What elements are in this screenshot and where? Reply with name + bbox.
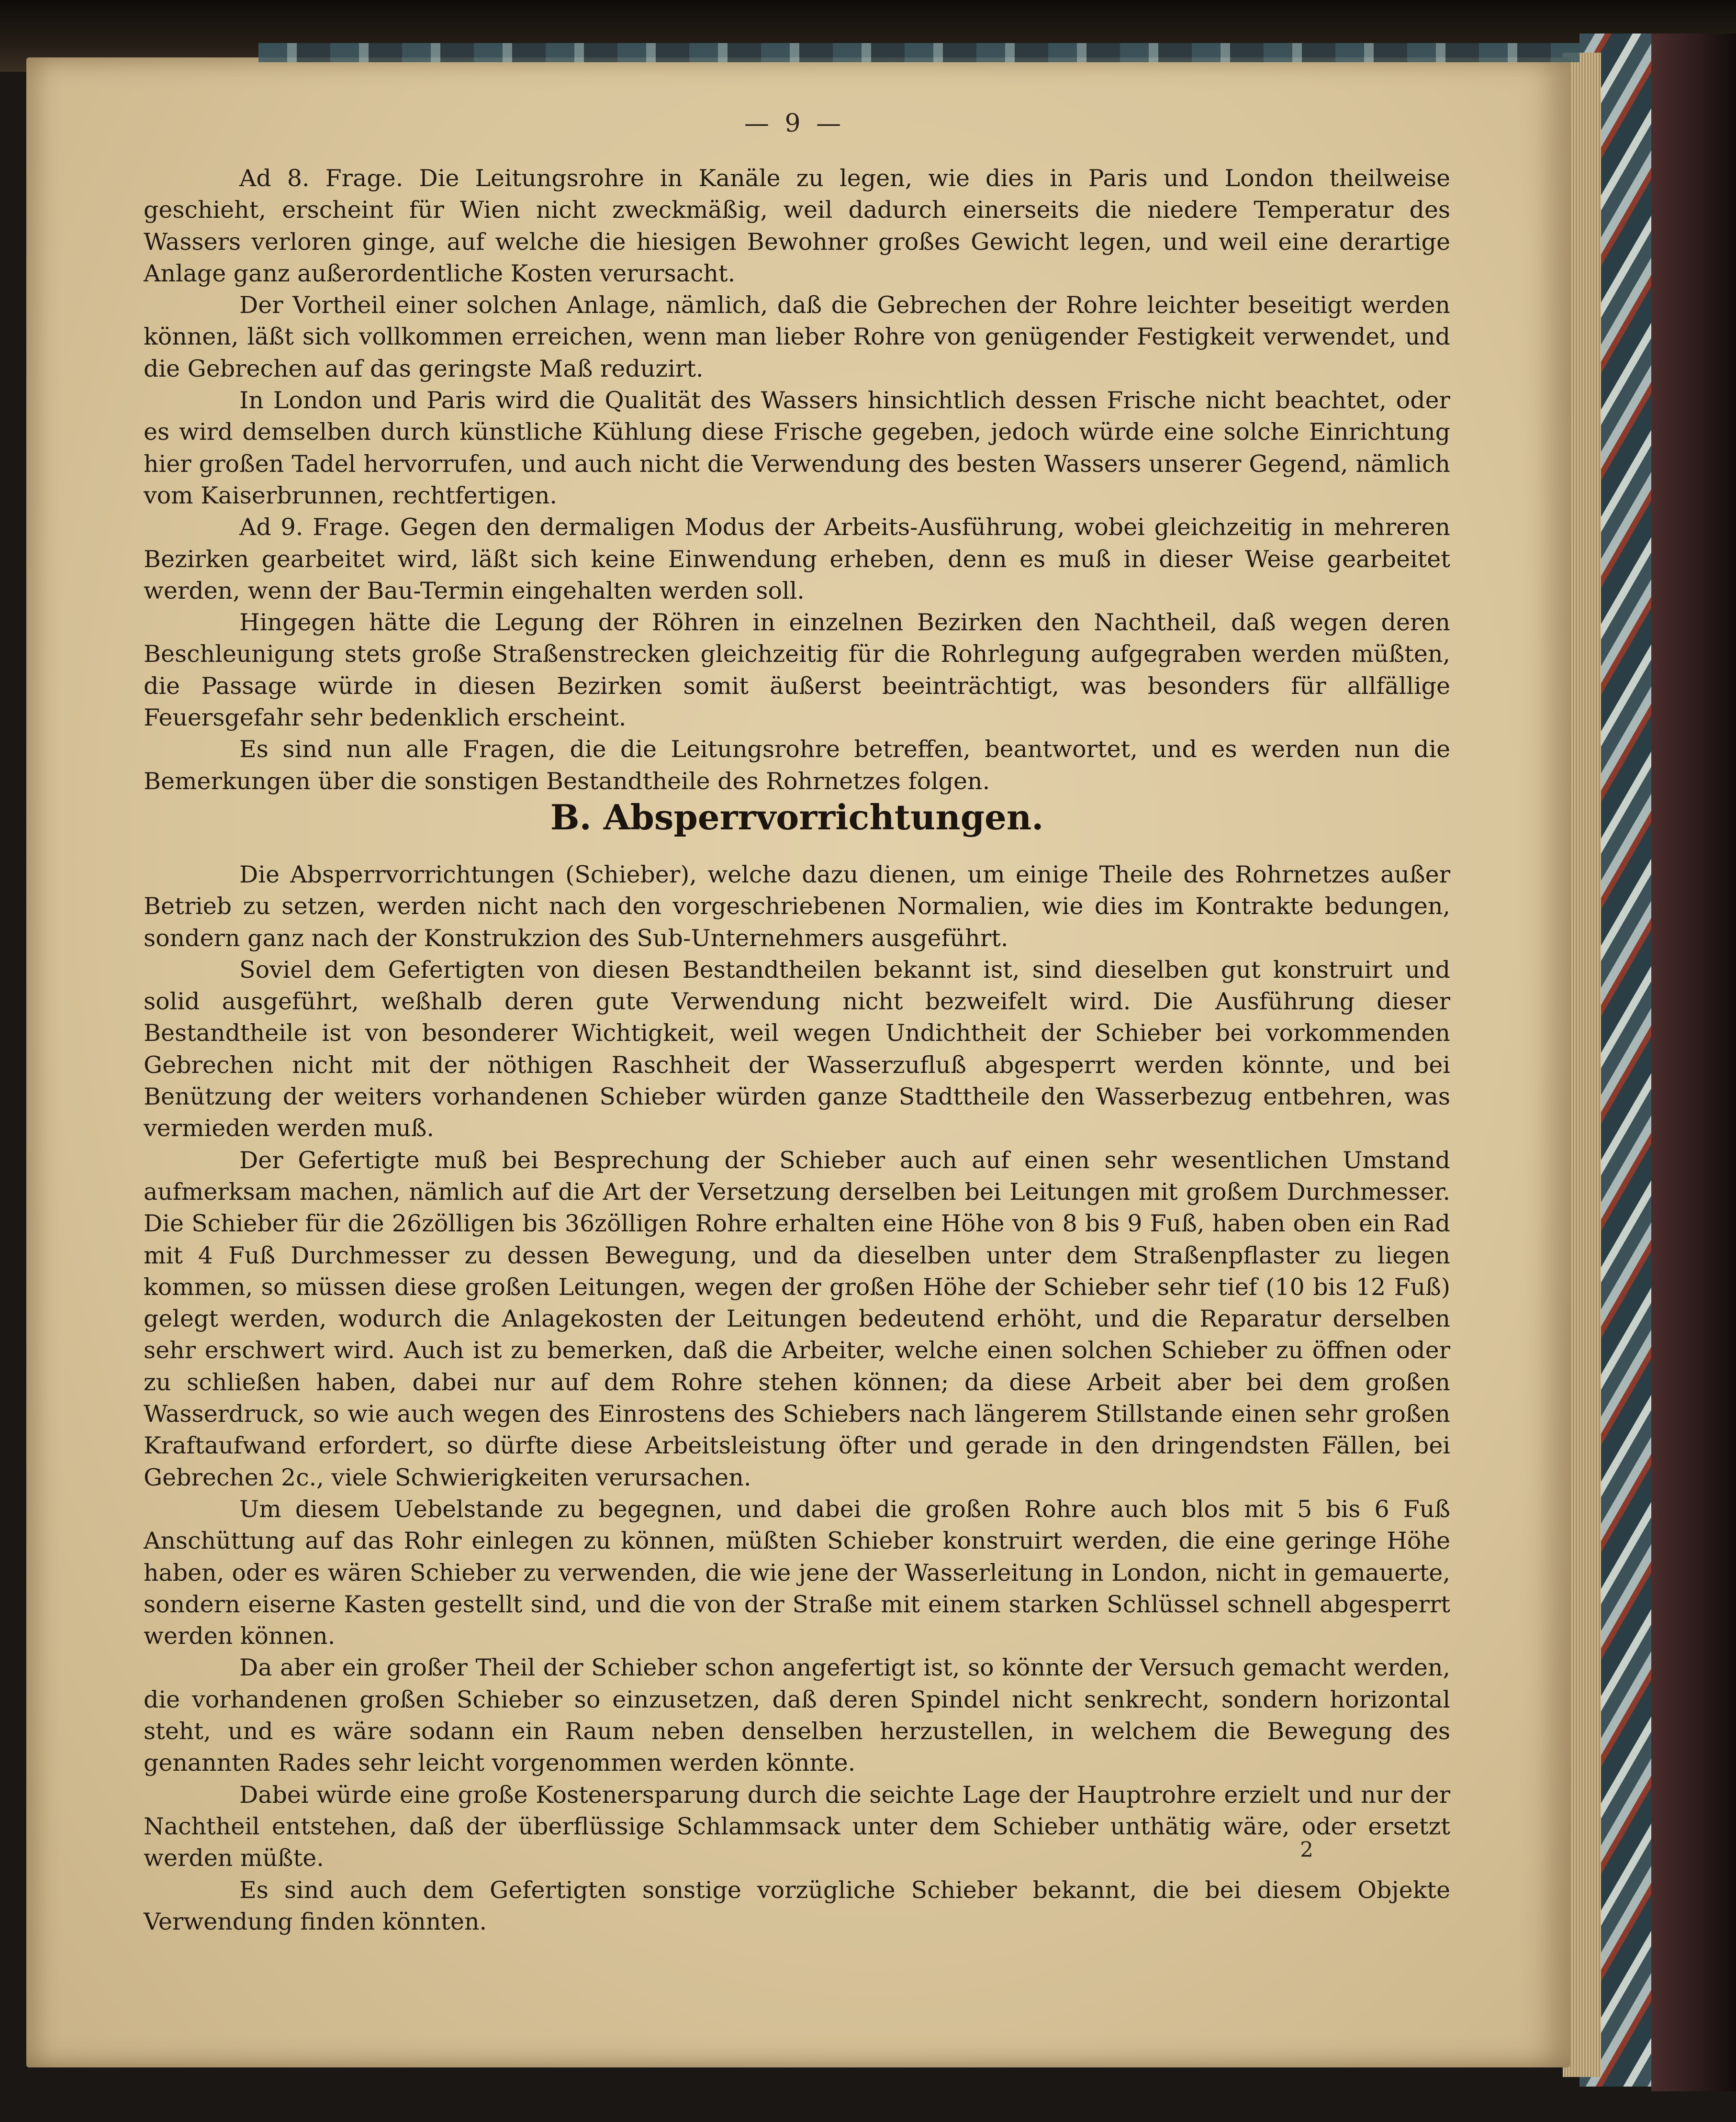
paragraph: Ad 9. Frage. Gegen den dermaligen Modus der Arbeits-Ausführung, wobei gleichzeitig in mehreren Bezirken gearbeitet wird, läßt sich keine Einwendung erheben, denn es muß in dieser Weise gearbeitet werden, wenn der Bau-Termin eingehalten werden soll. (144, 514, 1450, 604)
section-a-text (144, 163, 1450, 797)
paragraph: Soviel dem Gefertigten von diesen Bestandtheilen bekannt ist, sind dieselben gut konstruirt und solid ausgeführt, weßhalb deren gute Verwendung nicht bezweifelt wird. Die Ausführung dieser Bestandtheile ist von besonderer Wichtigkeit, weil wegen Undichtheit der Schieber bei vorkommenden Gebrechen nicht mit der nöthigen Raschheit der Wasserzufluß abgesperrt werden könnte, und bei Benützung der weiters vorhandenen Schieber würden ganze Stadttheile den Wasserbezug entbehren, was vermieden werden muß. (144, 956, 1450, 1142)
paragraph: Um diesem Uebelstande zu begegnen, und dabei die großen Rohre auch blos mit 5 bis 6 Fuß Anschüttung auf das Rohr einlegen zu können, müßten Schieber konstruirt werden, die eine geringe Höhe haben, oder es wären Schieber zu verwenden, die wie jene der Wasserleitung in London, nicht in gemauerte, sondern eiserne Kasten gestellt sind, und die von der Straße mit einem starken Schlüssel schnell abgesperrt werden können. (144, 1495, 1450, 1650)
section-b-text (144, 859, 1450, 1938)
paragraph: Die Absperrvorrichtungen (Schieber), welche dazu dienen, um einige Theile des Rohrnetzes außer Betrieb zu setzen, werden nicht nach den vorgeschriebenen Normalien, wie dies im Kontrakte bedungen, sondern ganz nach der Konstrukzion des Sub-Unternehmers ausgeführt. (144, 861, 1450, 952)
paragraph: Ad 8. Frage. Die Leitungsrohre in Kanäle zu legen, wie dies in Paris und London theilweise geschieht, erscheint für Wien nicht zweckmäßig, weil dadurch einerseits die niedere Temperatur des Wassers verloren ginge, auf welche die hiesigen Bewohner großes Gewicht legen, und weil eine derartige Anlage ganz außerordentliche Kosten verursacht. (144, 165, 1450, 287)
binding-strip (258, 43, 1579, 62)
paragraph: Es sind auch dem Gefertigten sonstige vorzügliche Schieber bekannt, die bei diesem Objekte Verwendung finden könnten. (144, 1876, 1450, 1935)
paragraph: In London und Paris wird die Qualität des Wassers hinsichtlich dessen Frische nicht beachtet, oder es wird demselben durch künstliche Kühlung diese Frische gegeben, jedoch würde eine solche Einrichtung hier großen Tadel hervorrufen, und auch nicht die Verwendung des besten Wassers unserer Gegend, nämlich vom Kaiserbrunnen, rechtfertigen. (144, 387, 1450, 509)
paragraph: Der Gefertigte muß bei Besprechung der Schieber auch auf einen sehr wesentlichen Umstand aufmerksam machen, nämlich auf die Art der Versetzung derselben bei Leitungen mit großem Durchmesser. Die Schieber für die 26zölligen bis 36zölligen Rohre erhalten eine Höhe von 8 bis 9 Fuß, haben oben ein Rad mit 4 Fuß Durchmesser zu dessen Bewegung, und da dieselben unter dem Straßenpflaster zu liegen kommen, so müssen diese großen Leitungen, wegen der großen Höhe der Schieber sehr tief (10 bis 12 Fuß) gelegt werden, wodurch die Anlagekosten der Leitungen bedeutend erhöht, und die Reparatur derselben sehr erschwert wird. Auch ist zu bemerken, daß die Arbeiter, welche einen solchen Schieber zu öffnen oder zu schließen haben, dabei nur auf dem Rohre stehen können; da diese Arbeit aber bei dem großen Wasserdruck, so wie auch wegen des Einrostens des Schiebers nach längerem Stillstande einen sehr großen Kraftaufwand erfordert, so dürfte diese Arbeitsleistung öfter und gerade in den dringendsten Fällen, bei Gebrechen 2c., viele Schwierigkeiten verursachen. (144, 1146, 1450, 1491)
paragraph: Da aber ein großer Theil der Schieber schon angefertigt ist, so könnte der Versuch gemacht werden, die vorhandenen großen Schieber so einzusetzen, daß deren Spindel nicht senkrecht, sondern horizontal steht, und es wäre sodann ein Raum neben denselben herzustellen, in welchem die Bewegung des genannten Rades sehr leicht vorgenommen werden könnte. (144, 1654, 1450, 1777)
paragraph: Es sind nun alle Fragen, die die Leitungsrohre betreffen, beantwortet, und es werden nun die Bemerkungen über die sonstigen Bestandtheile des Rohrnetzes folgen. (144, 736, 1450, 795)
page-number: — 9 — (744, 109, 845, 138)
paragraph: Der Vortheil einer solchen Anlage, nämlich, daß die Gebrechen der Rohre leichter beseitigt werden können, läßt sich vollkommen erreichen, wenn man lieber Rohre von genügender Festigkeit verwendet, und die Gebrechen auf das geringste Maß reduzirt. (144, 291, 1450, 382)
paragraph: Dabei würde eine große Kostenersparung durch die seichte Lage der Hauptrohre erzielt und nur der Nachtheil entstehen, daß der überflüssige Schlammsack unter dem Schieber unthätig wäre, oder ersetzt werden müßte. (144, 1781, 1450, 1872)
cover-spine-rim (1651, 34, 1736, 2091)
section-heading: B. Absperrvorrichtungen. (550, 797, 1044, 838)
paragraph: Hingegen hätte die Legung der Röhren in einzelnen Bezirken den Nachtheil, daß wegen deren Beschleunigung stets große Straßenstrecken gleichzeitig für die Rohrlegung aufgegraben werden müßten, die Passage würde in diesen Bezirken somit äußerst beeinträchtigt, was besonders für allfällige Feuersgefahr sehr bedenklich erscheint. (144, 609, 1450, 732)
signature-mark: 2 (1300, 1838, 1313, 1862)
